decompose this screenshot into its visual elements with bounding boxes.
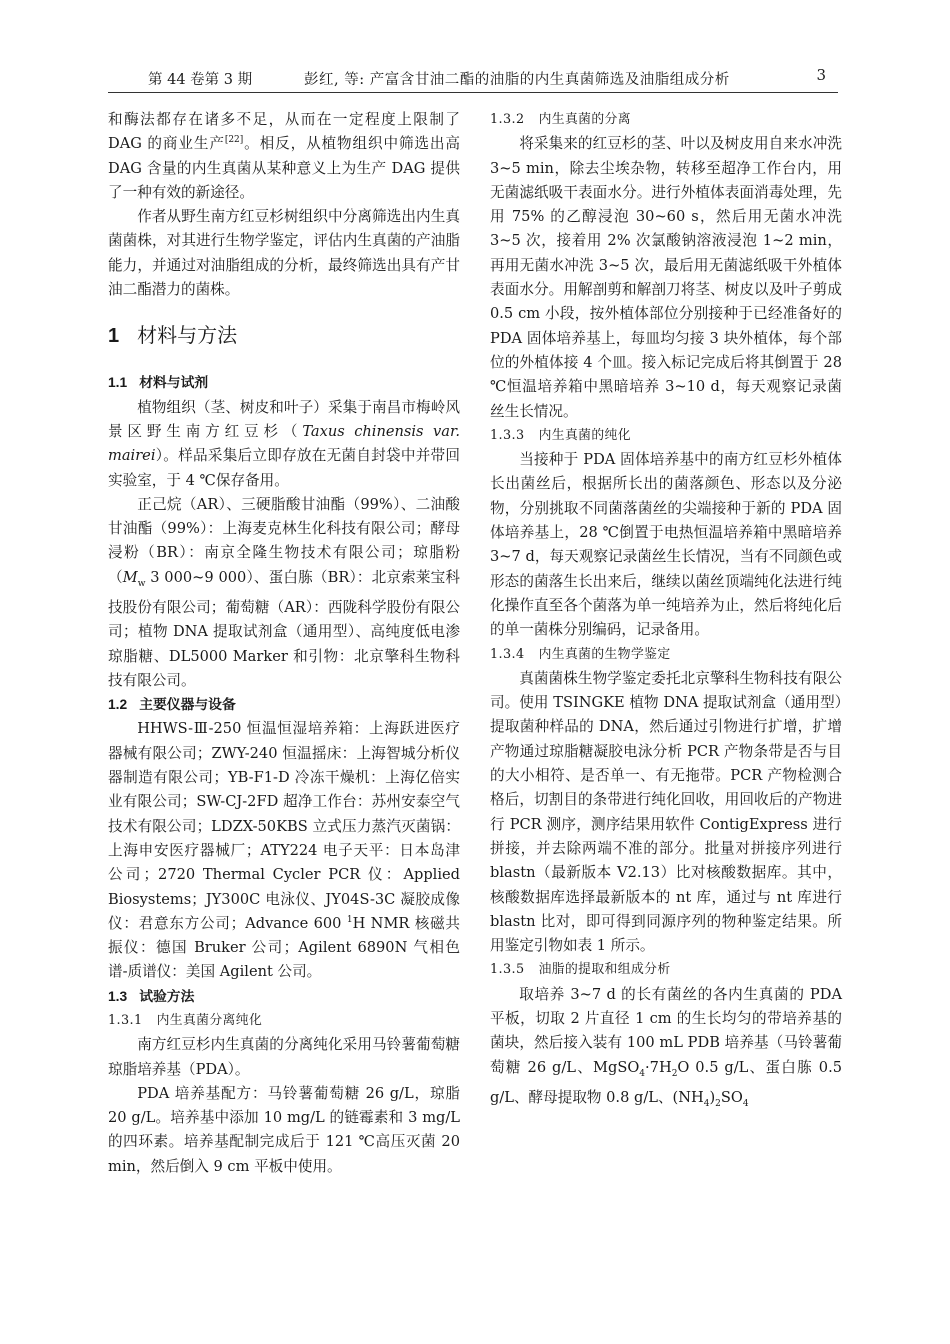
paragraph-extraction: 取培养 3~7 d 的长有菌丝的各内生真菌的 PDA 平板，切取 2 片直径 1 cm 的生长均匀的带培养基的菌块，然后接入装有 100 mL PDB 培养基（马铃薯葡萄糖 26 g/L、$MgSO_4\cdot 7H_2O$ 0.5 g/L、蛋白胨 0.5 g/L、酵母提取物 0.8 g/L、$(NH_4)_2SO_4$: [490, 985, 843, 1109]
right-column: [490, 108, 842, 1116]
species-name: Taxus chinensis var. mairei: [108, 422, 460, 465]
journal-volume: 第 44 卷第 3 期: [148, 72, 253, 88]
paragraph-aim: 作者从野生南方红豆杉树组织中分离筛选出内生真菌菌株，对其进行生物学鉴定，评估内生真菌的产油脂能力，并通过对油脂组成的分析，最终筛选出具有产甘油二酯潜力的菌株。: [108, 208, 460, 299]
section-heading-1: 1 材料与方法: [108, 323, 238, 348]
subsection-heading-1-2: 1.2 主要仪器与设备: [108, 697, 236, 713]
subsection-heading-1-1: 1.1 材料与试剂: [108, 375, 209, 391]
paragraph-pda-recipe: PDA 培养基配方：马铃薯葡萄糖 26 g/L，琼脂 20 g/L。培养基中添加 10 mg/L 的链霉素和 3 mg/L 的四环素。培养基配制完成后于 121 ℃高压灭菌 20 min，然后倒入 9 cm 平板中使用。: [108, 1084, 460, 1175]
paragraph-intro-end: 和酶法都存在诸多不足，从而在一定程度上限制了 DAG 的商业生产[22]。相反，从植物组织中筛选出高 DAG 含量的内生真菌从某种意义上为生产 DAG 提供了一种有效的新途径。: [108, 111, 460, 201]
left-column: [108, 108, 460, 1179]
subsection-heading-1-3-1: 1.3.1 内生真菌分离纯化: [108, 1013, 263, 1028]
subsection-heading-1-3: 1.3 试验方法: [108, 988, 195, 1004]
running-title: 彭红, 等: 产富含甘油二酯的油脂的内生真菌筛选及油脂组成分析: [304, 72, 730, 88]
page-number: 3: [816, 66, 826, 84]
paragraph-purification: 当接种于 PDA 固体培养基中的南方红豆杉外植体长出菌丝后，根据所长出的菌落颜色、形态以及分泌物，分别挑取不同菌落菌丝的尖端接种于新的 PDA 固体培养基上，28 ℃倒置于电热恒温培养箱中黑暗培养 3~7 d，每天观察记录菌丝生长情况，当有不同颜色或形态的菌落生长出来后，继续以菌丝顶端纯化法进行纯化操作直至各个菌落为单一纯培养为止，然后将纯化后的单一菌株分别编码，记录备用。: [490, 451, 842, 639]
subsection-heading-1-3-4: 1.3.4 内生真菌的生物学鉴定: [490, 646, 671, 662]
running-header: [108, 66, 838, 93]
paragraph-identification: 真菌菌株生物学鉴定委托北京擎科生物科技有限公司。使用 TSINGKE 植物 DNA 提取试剂盒（通用型）提取菌种样品的 DNA，然后通过引物进行扩增，扩增产物通过琼脂糖凝胶电泳分析 PCR 产物条带是否与目的大小相符、是否单一、有无拖带。PCR 产物检测合格后，切割目的条带进行纯化回收，用回收后的产物进行 PCR 测序，测序结果用软件 ContigExpress 进行拼接，并去除两端不准的部分。批量对拼接序列进行 blastn（最新版本 V2.13）比对核酸数据库。其中，核酸数据库选择最新版本的 nt 库，通过与 nt 库进行 blastn 比对，即可得到同源序列的物种鉴定结果。所用鉴定引物如表 1 所示。: [490, 669, 842, 955]
subsection-heading-1-3-3: 1.3.3 内生真菌的纯化: [490, 427, 631, 443]
paragraph-pda: 南方红豆杉内生真菌的分离纯化采用马铃薯葡萄糖琼脂培养基（PDA）。: [108, 1036, 460, 1078]
paragraph-reagents: 正己烷（AR）、三硬脂酸甘油酯（99%）、二油酸甘油酯（99%）：上海麦克林生化科技有限公司；酵母浸粉（BR）：南京全隆生物技术有限公司；琼脂粉（$M_w$ 3 000~9 000）、蛋白胨（BR）：北京索莱宝科技股份有限公司；葡萄糖（AR）：西陇科学股份有限公司；植物 DNA 提取试剂盒（通用型）、高纯度低电渗琼脂糖、DL5000 Marker 和引物：北京擎科生物科技有限公司。: [108, 495, 460, 689]
paragraph-plant-material: 植物组织（茎、树皮和叶子）采集于南昌市梅岭风景区野生南方红豆杉（Taxus chinensis var. mairei）。样品采集后立即存放在无菌自封袋中并带回实验室，于 4 ℃保存备用。: [108, 398, 460, 489]
paragraph-instruments: HHWS-Ⅲ-250 恒温恒湿培养箱：上海跃进医疗器械有限公司；ZWY-240 恒温摇床：上海智城分析仪器制造有限公司；YB-F1-D 冷冻干燥机：上海亿倍实业有限公司；SW-CJ-2FD 超净工作台：苏州安泰空气技术有限公司；LDZX-50KBS 立式压力蒸汽灭菌锅：上海申安医疗器械厂；ATY224 电子天平：日本岛津公司；2720 Thermal Cycler PCR 仪：Applied Biosystems；JY300C 电泳仪、JY04S-3C 凝胶成像仪：君意东方公司；Advance 600 $^1$H NMR 核磁共振仪：德国 Bruker 公司；Agilent 6890N 气相色谱-质谱仪：美国 Agilent 公司。: [108, 720, 460, 981]
citation: [22]: [224, 135, 244, 146]
subsection-heading-1-3-2: 1.3.2 内生真菌的分离: [490, 112, 631, 127]
subsection-heading-1-3-5: 1.3.5 油脂的提取和组成分析: [490, 962, 671, 978]
paragraph-isolation: 将采集来的红豆杉的茎、叶以及树皮用自来水冲洗 3~5 min，除去尘埃杂物，转移至超净工作台内，用无菌滤纸吸干表面水分。进行外植体表面消毒处理，先用 75% 的乙醇浸泡 30~60 s，然后用无菌水冲洗 3~5 次，接着用 2% 次氯酸钠溶液浸泡 1~2 min，再用无菌水冲洗 3~5 次，最后用无菌滤纸吸干外植体表面水分。用解剖剪和解剖刀将茎、树皮以及叶子剪成 0.5 cm 小段，按外植体部位分别接种于已经准备好的 PDA 固体培养基上，每皿均匀接 3 块外植体，每个部位的外植体接 4 个皿。接入标记完成后将其倒置于 28 ℃恒温培养箱中黑暗培养 3~10 d，每天观察记录菌丝生长情况。: [490, 135, 842, 420]
